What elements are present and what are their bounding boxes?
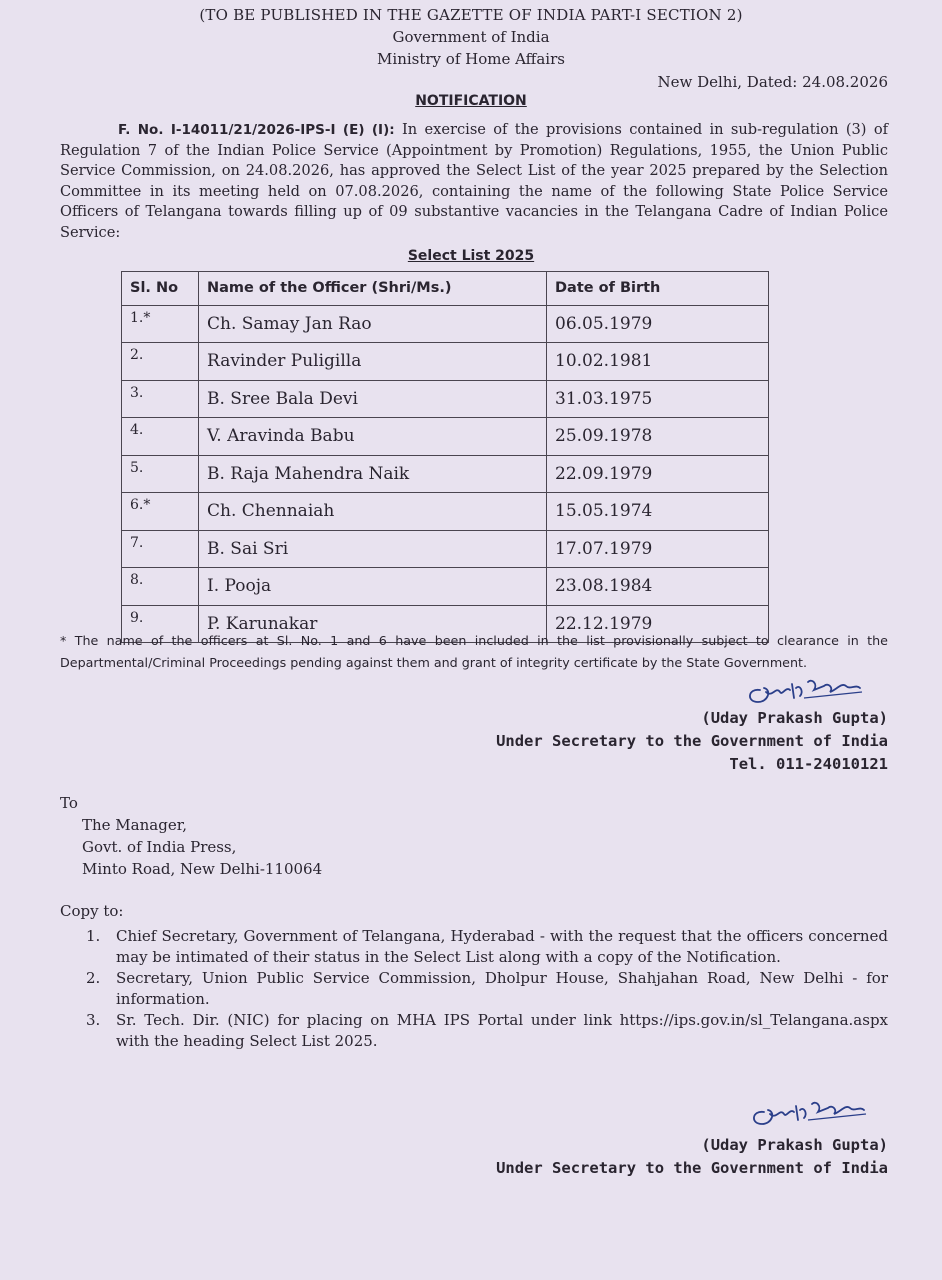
list-item-text: Sr. Tech. Dir. (NIC) for placing on MHA IPS Portal under link https://ips.gov.in/sl_Telangana.aspx with the heading Select List 2025.: [116, 1011, 888, 1050]
date-of-birth-cell: 23.08.1984: [547, 568, 769, 606]
date-of-birth-cell: 17.07.1979: [547, 530, 769, 568]
date-of-birth-cell: 31.03.1975: [547, 380, 769, 418]
date-of-birth-cell: 15.05.1974: [547, 493, 769, 531]
header-date-of-birth: Date of Birth: [547, 272, 769, 306]
list-item-number: 3.: [86, 1011, 101, 1029]
to-label: To: [60, 794, 78, 812]
officer-name-cell: V. Aravinda Babu: [199, 418, 547, 456]
sl-no-cell: 1.*: [122, 305, 199, 343]
table-row: [122, 380, 769, 418]
file-number: F. No. I-14011/21/2026-IPS-I (E) (I):: [118, 122, 395, 138]
signatory-block: [496, 1134, 888, 1180]
list-item-text: Secretary, Union Public Service Commission, Dholpur House, Shahjahan Road, New Delhi - for information.: [116, 969, 888, 1008]
ministry-line: Ministry of Home Affairs: [377, 50, 565, 68]
sl-no-cell: 9.: [122, 605, 199, 643]
list-item: [86, 926, 888, 968]
list-item: [86, 1010, 888, 1052]
signatory-designation: Under Secretary to the Government of India: [496, 732, 888, 750]
table-row: [122, 455, 769, 493]
header-sl-no: Sl. No: [122, 272, 199, 306]
date-of-birth-cell: 25.09.1978: [547, 418, 769, 456]
government-line: Government of India: [392, 28, 550, 46]
date-of-birth-cell: 22.12.1979: [547, 605, 769, 643]
sl-no-cell: 6.*: [122, 493, 199, 531]
notification-body: [60, 120, 888, 244]
officer-name-cell: B. Sai Sri: [199, 530, 547, 568]
table-row: [122, 493, 769, 531]
select-list-table: [121, 271, 769, 643]
table-row: [122, 530, 769, 568]
signatory-name: (Uday Prakash Gupta): [701, 709, 888, 727]
signatory-name: (Uday Prakash Gupta): [701, 1136, 888, 1154]
table-row: [122, 418, 769, 456]
date-of-birth-cell: 06.05.1979: [547, 305, 769, 343]
notification-text: In exercise of the provisions contained in sub-regulation (3) of Regulation 7 of the Indian Police Service (Appointment by Promotion) Regulations, 1955, the Union Public Service Commission, on 24.08.2026, has approved the Select List of the year 2025 prepared by the Selection Committee in its meeting held on 07.08.2026, containing the name of the following State Police Service Officers of Telangana towards filling up of 09 substantive vacancies in the Telangana Cadre of Indian Police Service:: [60, 121, 889, 241]
signatory-telephone: Tel. 011-24010121: [729, 755, 888, 773]
signature-image: [742, 1090, 872, 1132]
table-header-row: [122, 272, 769, 306]
address-line: Govt. of India Press,: [82, 838, 237, 856]
officer-name-cell: P. Karunakar: [199, 605, 547, 643]
list-item: [86, 968, 888, 1010]
address-line: The Manager,: [82, 816, 187, 834]
officer-name-cell: I. Pooja: [199, 568, 547, 606]
copy-to-label: Copy to:: [60, 902, 124, 920]
officer-name-cell: B. Sree Bala Devi: [199, 380, 547, 418]
header-officer-name: Name of the Officer (Shri/Ms.): [199, 272, 547, 306]
gazette-line: (TO BE PUBLISHED IN THE GAZETTE OF INDIA PART-I SECTION 2): [199, 6, 743, 24]
table-row: [122, 305, 769, 343]
list-item-number: 1.: [86, 927, 101, 945]
signatory-designation: Under Secretary to the Government of India: [496, 1159, 888, 1177]
signatory-block: [496, 707, 888, 776]
table-row: [122, 343, 769, 381]
sl-no-cell: 8.: [122, 568, 199, 606]
date-of-birth-cell: 10.02.1981: [547, 343, 769, 381]
sl-no-cell: 4.: [122, 418, 199, 456]
signature-image: [738, 668, 868, 710]
footnote: * The name of the officers at Sl. No. 1 and 6 have been included in the list provisionally subject to clearance in the Departmental/Criminal Proceedings pending against them and grant of integrity certificate by the State Government.: [60, 633, 888, 670]
sl-no-cell: 5.: [122, 455, 199, 493]
list-item-text: Chief Secretary, Government of Telangana, Hyderabad - with the request that the officers concerned may be intimated of their status in the Select List along with a copy of the Notification.: [116, 927, 888, 966]
select-list-title: Select List 2025: [407, 248, 535, 264]
date-of-birth-cell: 22.09.1979: [547, 455, 769, 493]
sl-no-cell: 2.: [122, 343, 199, 381]
officer-name-cell: Ch. Chennaiah: [199, 493, 547, 531]
sl-no-cell: 7.: [122, 530, 199, 568]
table-row: [122, 568, 769, 606]
date-line: New Delhi, Dated: 24.08.2026: [657, 73, 888, 91]
address-line: Minto Road, New Delhi-110064: [82, 860, 323, 878]
officer-name-cell: Ravinder Puligilla: [199, 343, 547, 381]
officer-name-cell: B. Raja Mahendra Naik: [199, 455, 547, 493]
officer-name-cell: Ch. Samay Jan Rao: [199, 305, 547, 343]
copy-to-list: [86, 926, 888, 1052]
notification-title: NOTIFICATION: [415, 93, 527, 109]
list-item-number: 2.: [86, 969, 101, 987]
to-address-block: [60, 792, 322, 880]
sl-no-cell: 3.: [122, 380, 199, 418]
